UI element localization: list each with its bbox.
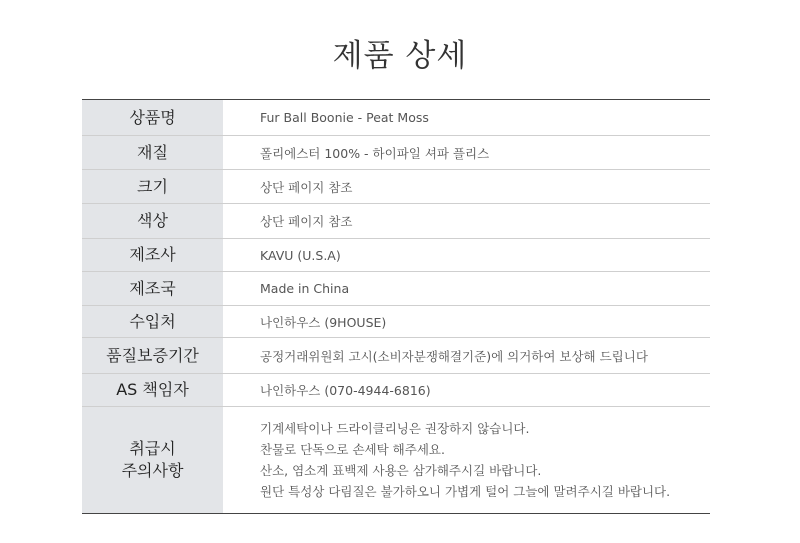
spec-label: 재질 — [82, 136, 223, 170]
spec-row-material — [82, 136, 710, 170]
care-line: 찬물로 단독으로 손세탁 해주세요. — [260, 442, 445, 457]
spec-label: AS 책임자 — [82, 374, 223, 407]
spec-row-importer — [82, 306, 710, 338]
spec-value: 공정거래위원회 고시(소비자분쟁해결기준)에 의거하여 보상해 드립니다 — [260, 348, 648, 364]
spec-label: 수입처 — [82, 306, 223, 338]
spec-row-warranty — [82, 338, 710, 374]
spec-row-manufacturer — [82, 239, 710, 272]
spec-label: 상품명 — [82, 100, 223, 136]
page-title: 제품 상세 — [332, 38, 468, 74]
spec-value: Made in China — [260, 281, 350, 296]
spec-row-color — [82, 204, 710, 239]
care-line: 기계세탁이나 드라이클리닝은 권장하지 않습니다. — [260, 421, 530, 436]
spec-value: 상단 페이지 참조 — [260, 214, 353, 229]
spec-row-size — [82, 170, 710, 204]
product-spec-table — [82, 99, 710, 514]
care-line: 산소, 염소계 표백제 사용은 삼가해주시길 바랍니다. — [260, 463, 542, 478]
spec-label: 색상 — [82, 204, 223, 239]
spec-row-care — [82, 407, 710, 514]
care-line: 원단 특성상 다림질은 불가하오니 가볍게 털어 그늘에 말려주시길 바랍니다. — [260, 484, 671, 499]
spec-value: Fur Ball Boonie - Peat Moss — [260, 110, 429, 125]
spec-value: 상단 페이지 참조 — [260, 179, 353, 195]
spec-value: KAVU (U.S.A) — [260, 247, 341, 263]
care-label — [82, 407, 223, 514]
spec-row-country — [82, 272, 710, 306]
care-instructions — [223, 407, 710, 514]
spec-value: 폴리에스터 100% - 하이파일 셔파 플리스 — [260, 145, 490, 161]
spec-label: 제조사 — [82, 239, 223, 272]
spec-label: 제조국 — [82, 272, 223, 306]
spec-label: 품질보증기간 — [82, 338, 223, 374]
spec-row-product-name — [82, 100, 710, 136]
care-label-line: 주의사항 — [121, 461, 184, 480]
care-label-line: 취급시 — [129, 439, 176, 458]
spec-value: 나인하우스 (9HOUSE) — [260, 314, 387, 330]
spec-value: 나인하우스 (070-4944-6816) — [260, 383, 431, 398]
spec-row-as-contact — [82, 374, 710, 407]
spec-label: 크기 — [82, 170, 223, 204]
